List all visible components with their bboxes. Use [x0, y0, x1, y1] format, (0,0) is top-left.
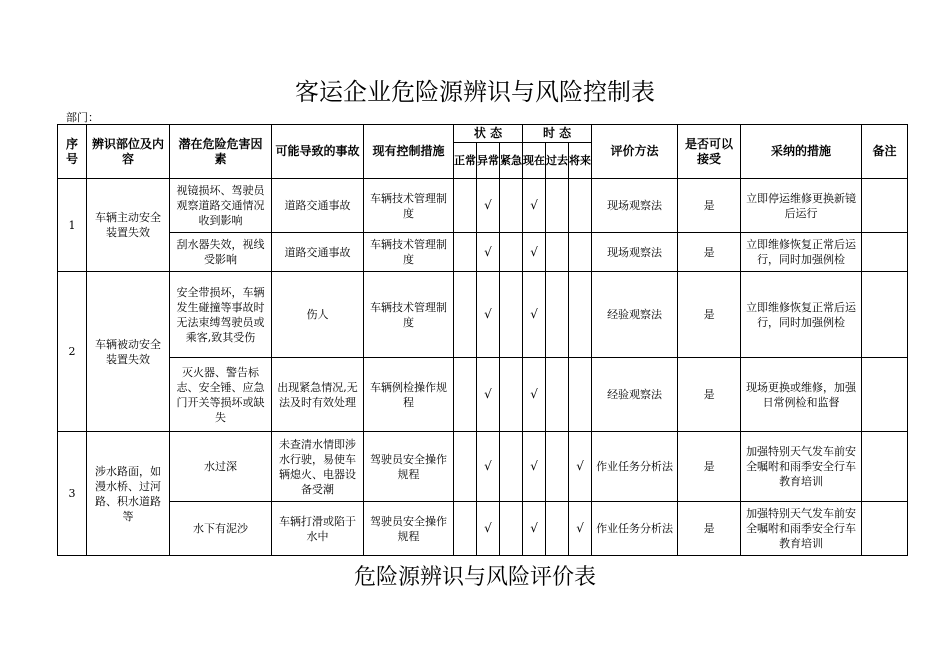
- normal-cell: [454, 272, 477, 358]
- present-cell: √: [523, 358, 546, 432]
- urgent-cell: [500, 179, 523, 233]
- measure-cell: 加强特别天气发车前安全嘱咐和雨季安全行车教育培训: [741, 432, 862, 502]
- abnormal-cell: √: [477, 502, 500, 556]
- abnormal-cell: √: [477, 432, 500, 502]
- present-cell: √: [523, 272, 546, 358]
- accident-cell: 道路交通事故: [272, 233, 364, 272]
- future-cell: [569, 358, 592, 432]
- urgent-cell: [500, 358, 523, 432]
- note-cell: [862, 502, 908, 556]
- measure-cell: 立即维修恢复正常后运行，同时加强例检: [741, 272, 862, 358]
- accident-cell: 伤人: [272, 272, 364, 358]
- note-cell: [862, 233, 908, 272]
- future-cell: [569, 233, 592, 272]
- factor-cell: 水下有泥沙: [170, 502, 272, 556]
- measure-cell: 立即停运维修更换新镜后运行: [741, 179, 862, 233]
- header-measure: 采纳的措施: [741, 125, 862, 179]
- abnormal-cell: √: [477, 233, 500, 272]
- department-label: 部门：: [66, 111, 99, 124]
- page-title: 客运企业危险源辨识与风险控制表: [295, 78, 655, 106]
- normal-cell: [454, 358, 477, 432]
- abnormal-cell: √: [477, 358, 500, 432]
- present-cell: √: [523, 502, 546, 556]
- control-cell: 车辆技术管理制度: [364, 179, 454, 233]
- control-cell: 车辆技术管理制度: [364, 233, 454, 272]
- header-seq: 序号: [58, 125, 87, 179]
- control-cell: 驾驶员安全操作规程: [364, 502, 454, 556]
- accident-cell: 未查清水情即涉水行驶，易使车辆熄火、电器设备受潮: [272, 432, 364, 502]
- eval-cell: 经验观察法: [592, 272, 678, 358]
- risk-control-table: [57, 124, 908, 556]
- abnormal-cell: √: [477, 272, 500, 358]
- control-cell: 车辆例检操作规程: [364, 358, 454, 432]
- header-eval: 评价方法: [592, 125, 678, 179]
- header-control: 现有控制措施: [364, 125, 454, 179]
- past-cell: [546, 233, 569, 272]
- future-cell: √: [569, 432, 592, 502]
- header-state: 状 态: [454, 125, 523, 143]
- accept-cell: 是: [678, 272, 741, 358]
- header-part: 辨识部位及内容: [87, 125, 170, 179]
- header-tense: 时 态: [523, 125, 592, 143]
- table-row: [58, 272, 908, 358]
- table-row: [58, 358, 908, 432]
- factor-cell: 灭火器、警告标志、安全锤、应急门开关等损坏或缺失: [170, 358, 272, 432]
- eval-cell: 作业任务分析法: [592, 432, 678, 502]
- note-cell: [862, 358, 908, 432]
- urgent-cell: [500, 502, 523, 556]
- eval-cell: 作业任务分析法: [592, 502, 678, 556]
- header-accept: 是否可以接受: [678, 125, 741, 179]
- part-cell: 涉水路面，如漫水桥、过河路、积水道路等: [87, 432, 170, 556]
- table-row: [58, 233, 908, 272]
- normal-cell: [454, 179, 477, 233]
- part-cell: 车辆被动安全装置失效: [87, 272, 170, 432]
- note-cell: [862, 432, 908, 502]
- table-row: [58, 179, 908, 233]
- future-cell: [569, 179, 592, 233]
- accident-cell: 出现紧急情况,无法及时有效处理: [272, 358, 364, 432]
- past-cell: [546, 358, 569, 432]
- accept-cell: 是: [678, 233, 741, 272]
- accident-cell: 道路交通事故: [272, 179, 364, 233]
- table-row: [58, 432, 908, 502]
- past-cell: [546, 272, 569, 358]
- note-cell: [862, 272, 908, 358]
- past-cell: [546, 179, 569, 233]
- table-row: [58, 502, 908, 556]
- control-cell: 驾驶员安全操作规程: [364, 432, 454, 502]
- measure-cell: 立即维修恢复正常后运行，同时加强例检: [741, 233, 862, 272]
- header-future: 将来: [569, 143, 592, 179]
- abnormal-cell: √: [477, 179, 500, 233]
- accept-cell: 是: [678, 358, 741, 432]
- factor-cell: 安全带损坏，车辆发生碰撞等事故时无法束缚驾驶员或乘客,致其受伤: [170, 272, 272, 358]
- present-cell: √: [523, 179, 546, 233]
- urgent-cell: [500, 432, 523, 502]
- measure-cell: 加强特别天气发车前安全嘱咐和雨季安全行车教育培训: [741, 502, 862, 556]
- eval-cell: 经验观察法: [592, 358, 678, 432]
- urgent-cell: [500, 272, 523, 358]
- factor-cell: 刮水器失效，视线受影响: [170, 233, 272, 272]
- normal-cell: [454, 502, 477, 556]
- future-cell: [569, 272, 592, 358]
- header-past: 过去: [546, 143, 569, 179]
- normal-cell: [454, 233, 477, 272]
- present-cell: √: [523, 432, 546, 502]
- past-cell: [546, 432, 569, 502]
- header-note: 备注: [862, 125, 908, 179]
- part-cell: 车辆主动安全装置失效: [87, 179, 170, 272]
- factor-cell: 视镜损坏、驾驶员观察道路交通情况收到影响: [170, 179, 272, 233]
- footer-title: 危险源辨识与风险评价表: [353, 565, 596, 590]
- factor-cell: 水过深: [170, 432, 272, 502]
- control-cell: 车辆技术管理制度: [364, 272, 454, 358]
- future-cell: √: [569, 502, 592, 556]
- seq-cell: 3: [58, 432, 87, 556]
- eval-cell: 现场观察法: [592, 179, 678, 233]
- accident-cell: 车辆打滑或陷于水中: [272, 502, 364, 556]
- measure-cell: 现场更换或维修，加强日常例检和监督: [741, 358, 862, 432]
- accept-cell: 是: [678, 179, 741, 233]
- eval-cell: 现场观察法: [592, 233, 678, 272]
- present-cell: √: [523, 233, 546, 272]
- normal-cell: [454, 432, 477, 502]
- past-cell: [546, 502, 569, 556]
- header-normal: 正常: [454, 143, 477, 179]
- seq-cell: 1: [58, 179, 87, 272]
- note-cell: [862, 179, 908, 233]
- header-abnormal: 异常: [477, 143, 500, 179]
- header-urgent: 紧急: [500, 143, 523, 179]
- accept-cell: 是: [678, 432, 741, 502]
- header-present: 现在: [523, 143, 546, 179]
- header-factor: 潜在危险危害因素: [170, 125, 272, 179]
- urgent-cell: [500, 233, 523, 272]
- accept-cell: 是: [678, 502, 741, 556]
- header-accident: 可能导致的事故: [272, 125, 364, 179]
- seq-cell: 2: [58, 272, 87, 432]
